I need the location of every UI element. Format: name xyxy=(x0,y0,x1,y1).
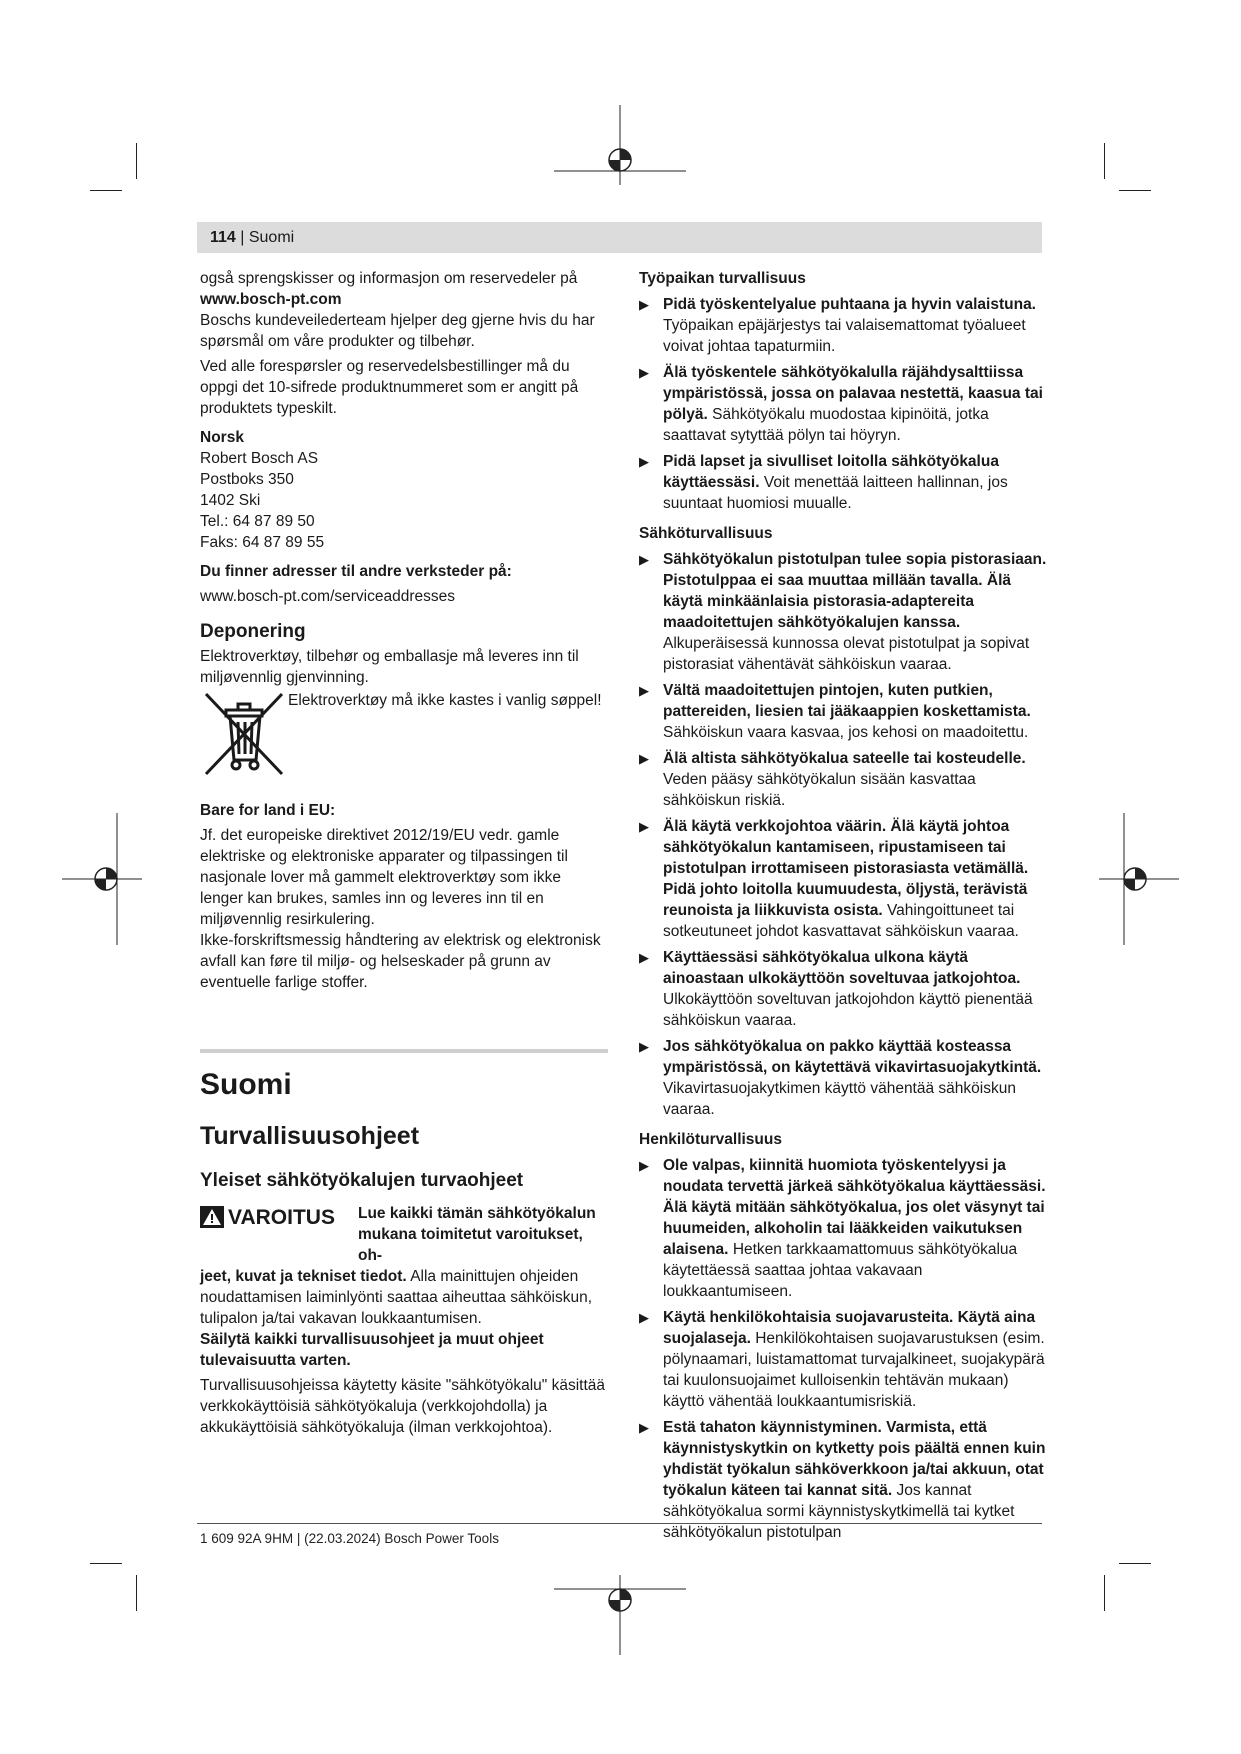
footer-divider xyxy=(197,1523,1042,1524)
bullet-arrow-icon: ▶ xyxy=(639,454,649,469)
crop-mark xyxy=(1119,190,1151,191)
crop-mark xyxy=(1104,143,1105,179)
address-line: 1402 Ski xyxy=(200,492,261,509)
page-number: 114 xyxy=(210,229,236,246)
workshop-title: Du finner adresser til andre verksteder på: xyxy=(200,563,512,580)
workshop-url: www.bosch-pt.com/serviceaddresses xyxy=(200,588,455,605)
definition-text: Turvallisuusohjeissa käytetty käsite "sähkötyökalu" käsittää verkkokäyttöisiä sähkötyökaluja (verkkojohdolla) ja akkukäyttöisiä sähkötyökaluja (ilman verkkojohtoa). xyxy=(200,1377,606,1436)
language-title: Suomi xyxy=(200,1068,292,1101)
list-item: ▶ Pidä työskentelyalue puhtaana ja hyvin valaistuna. Työpaikan epäjärjestys tai valaisemattomat työalueet voivat johtaa tapaturmiin. xyxy=(639,296,1036,355)
safety-title: Turvallisuusohjeet xyxy=(200,1122,420,1150)
bullet-arrow-icon: ▶ xyxy=(639,950,649,965)
crop-mark xyxy=(136,1575,137,1611)
warning-text: Alla mainittujen ohjeiden noudattamisen laiminlyönti saattaa aiheuttaa sähköiskun, tulipalon ja/tai vakavan loukkaantumisen. xyxy=(200,1268,593,1327)
registration-mark-icon xyxy=(554,105,686,185)
paragraph: Ikke-forskriftsmessig håndtering av elektrisk og elektronisk avfall kan føre til miljø- og helseskader på grunn av eventuelle farlige stoffer. xyxy=(200,932,601,991)
general-safety-title: Yleiset sähkötyökalujen turvaohjeet xyxy=(200,1170,524,1191)
bullet-arrow-icon: ▶ xyxy=(639,819,649,834)
list-item: ▶ Ole valpas, kiinnitä huomiota työskentelyysi ja noudata tervettä järkeä sähkötyökalua käyttäessäsi. Älä käytä mitään sähkötyökalua, jos olet väsynyt tai huumeiden, alkoholin tai lääkkeiden vaikutuksen alaisena. Hetken tarkkaamattomuus sähkötyökalua käytettäessä saattaa johtaa vakavaan loukkaantumiseen. xyxy=(639,1157,1046,1300)
registration-mark-icon xyxy=(1099,813,1179,945)
bullet-arrow-icon: ▶ xyxy=(639,751,649,766)
paragraph: Jf. det europeiske direktivet 2012/19/EU vedr. gamle elektriske og elektroniske apparater og tilpassingen til nasjonale lover må gammelt elektroverktøy som ikke lenger kan brukes, samles inn og leveres inn til en miljøvennlig resirkulering. xyxy=(200,827,568,928)
address-line: Postboks 350 xyxy=(200,471,294,488)
list-item: ▶ Vältä maadoitettujen pintojen, kuten putkien, pattereiden, liesien tai jääkaappien koskettamista. Sähköiskun vaara kasvaa, jos kehosi on maadoitettu. xyxy=(639,682,1031,741)
list-item: ▶ Älä työskentele sähkötyökalulla räjähdysalttiissa ympäristössä, jossa on palavaa nestettä, kaasua tai pölyä. Sähkötyökalu muodostaa kipinöitä, jotka saattavat sytyttää pölyn tai höyryn. xyxy=(639,364,1043,444)
crossed-bin-icon xyxy=(200,690,288,778)
paragraph: Boschs kundeveilederteam hjelper deg gjerne hvis du har spørsmål om våre produkter og tilbehør. xyxy=(200,312,595,350)
address-line: Robert Bosch AS xyxy=(200,450,319,467)
bullet-arrow-icon: ▶ xyxy=(639,1039,649,1054)
page-header: 114 | Suomi xyxy=(210,229,295,246)
bullet-arrow-icon: ▶ xyxy=(639,1420,649,1435)
country-title: Norsk xyxy=(200,429,244,446)
registration-mark-icon xyxy=(554,1575,686,1655)
address-block xyxy=(200,448,608,553)
website-link: www.bosch-pt.com xyxy=(200,291,342,308)
crop-mark xyxy=(1104,1575,1105,1611)
list-item: ▶ Käyttäessäsi sähkötyökalua ulkona käytä ainoastaan ulkokäyttöön soveltuvaa jatkojohtoa. Ulkokäyttöön soveltuvan jatkojohdon käyttö pienentää sähköiskun vaaraa. xyxy=(639,949,1033,1029)
bullet-arrow-icon: ▶ xyxy=(639,1158,649,1173)
crop-mark xyxy=(90,190,122,191)
section-title: Henkilöturvallisuus xyxy=(639,1131,782,1148)
weee-row xyxy=(200,690,608,778)
header-section: Suomi xyxy=(248,229,295,246)
crop-mark xyxy=(90,1563,122,1564)
page-footer: 1 609 92A 9HM | (22.03.2024) Bosch Power Tools xyxy=(200,1531,499,1546)
bullet-arrow-icon: ▶ xyxy=(639,552,649,567)
header-bar xyxy=(197,222,1042,253)
list-item: ▶ Älä käytä verkkojohtoa väärin. Älä käytä johtoa sähkötyökalun kantamiseen, ripustamiseen tai pistotulpan irrottamiseen pistorasiasta vetämällä. Pidä johto loitolla kuumuudesta, öljystä, terävistä reunoista ja liikkuvista osista. Vahingoittuneet tai sotkeutuneet johdot kasvattavat sähköiskun vaaraa. xyxy=(639,818,1029,940)
section-title: Sähköturvallisuus xyxy=(639,525,773,542)
bullet-arrow-icon: ▶ xyxy=(639,1310,649,1325)
list-item: ▶ Älä altista sähkötyökalua sateelle tai kosteudelle. Veden pääsy sähkötyökalun sisään kasvattaa sähköiskun riskiä. xyxy=(639,750,1026,809)
crop-mark xyxy=(136,143,137,179)
list-item: ▶ Jos sähkötyökalua on pakko käyttää kosteassa ympäristössä, on käytettävä vikavirtasuojakytkintä. Vikavirtasuojakytkimen käyttö vähentää sähköiskun vaaraa. xyxy=(639,1038,1042,1118)
warning-bold-text: Lue kaikki tämän sähkötyökalun mukana toimitetut varoitukset, oh- xyxy=(358,1205,596,1264)
right-column xyxy=(639,268,1049,1543)
warning-bold-text: jeet, kuvat ja tekniset tiedot. xyxy=(200,1268,407,1285)
list-item: ▶ Estä tahaton käynnistyminen. Varmista, että käynnistyskytkin on kytketty pois päältä ennen kuin yhdistät työkalun sähköverkkoon ja/tai akkuun, otat työkalun käteen tai kannat sitä. Jos kannat sähkötyökalua sormi käynnistyskytkimellä tai kytket sähkötyökalun pistotulpan xyxy=(639,1419,1046,1541)
warning-triangle-icon xyxy=(200,1206,224,1228)
left-column xyxy=(200,268,608,1438)
registration-mark-icon xyxy=(62,813,142,945)
weee-text: Elektroverktøy må ikke kastes i vanlig søppel! xyxy=(288,692,602,709)
crop-mark xyxy=(1119,1563,1151,1564)
section-title: Työpaikan turvallisuus xyxy=(639,270,806,287)
address-line: Faks: 64 87 89 55 xyxy=(200,534,325,551)
bullet-arrow-icon: ▶ xyxy=(639,365,649,380)
list-item: ▶ Sähkötyökalun pistotulpan tulee sopia pistorasiaan. Pistotulppaa ei saa muuttaa millään tavalla. Älä käytä minkäänlaisia pistorasia-adaptereita maadoitettujen sähkötyökalujen kanssa. Alkuperäisessä kunnossa olevat pistotulpat ja sopivat pistorasiat vähentävät sähköiskun vaaraa. xyxy=(639,551,1047,673)
warning-block xyxy=(200,1203,608,1266)
section-divider xyxy=(200,1049,608,1053)
bullet-arrow-icon: ▶ xyxy=(639,297,649,312)
keep-instructions: Säilytä kaikki turvallisuusohjeet ja muut ohjeet tulevaisuutta varten. xyxy=(200,1331,544,1369)
bullet-arrow-icon: ▶ xyxy=(639,683,649,698)
disposal-title: Deponering xyxy=(200,621,306,642)
paragraph: Elektroverktøy, tilbehør og emballasje må leveres inn til miljøvennlig gjenvinning. xyxy=(200,648,579,686)
list-item: ▶ Käytä henkilökohtaisia suojavarusteita. Käytä aina suojalaseja. Henkilökohtaisen suojavarustuksen (esim. pölynaamari, luistamattomat turvajalkineet, suojakypärä tai kuulonsuojaimet kulloisenkin tehtävän mukaan) käyttö vähentää loukkaantumisriskiä. xyxy=(639,1309,1045,1410)
address-line: Tel.: 64 87 89 50 xyxy=(200,513,315,530)
eu-title: Bare for land i EU: xyxy=(200,802,336,819)
paragraph: også sprengskisser og informasjon om reservedeler på www.bosch-pt.com xyxy=(200,270,578,308)
paragraph: Ved alle forespørsler og reservedelsbestillinger må du oppgi det 10-sifrede produktnummeret som er angitt på produktets typeskilt. xyxy=(200,358,579,417)
list-item: ▶ Pidä lapset ja sivulliset loitolla sähkötyökalua käyttäessäsi. Voit menettää laitteen hallinnan, jos suuntaat huomiosi muualle. xyxy=(639,453,1008,512)
warning-badge xyxy=(200,1203,358,1231)
warning-label: VAROITUS xyxy=(228,1205,335,1229)
